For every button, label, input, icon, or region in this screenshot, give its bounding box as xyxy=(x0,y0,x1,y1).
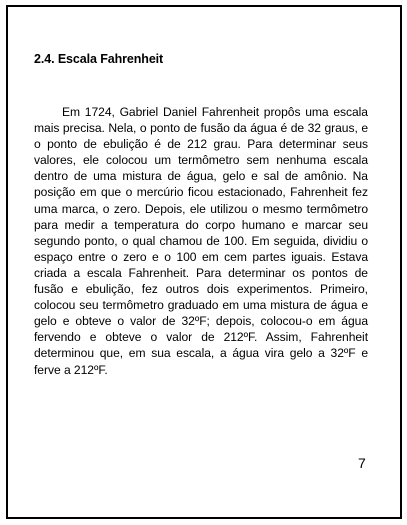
page-frame xyxy=(6,5,402,519)
section-heading: 2.4. Escala Fahrenheit xyxy=(34,52,164,66)
page-number: 7 xyxy=(358,455,366,471)
body-paragraph: Em 1724, Gabriel Daniel Fahrenheit propôs uma escala mais precisa. Nela, o ponto de fusão da água é de 32 graus, e o ponto de ebulição é de 212 grau. Para determinar seus valores, ele colocou um termômetro sem nenhuma escala dentro de uma mistura de água, gelo e sal de amônio. Na posição em que o mercúrio ficou estacionado, Fahrenheit fez uma marca, o zero. Depois, ele utilizou o mesmo termômetro para medir a temperatura do corpo humano e marcar seu segundo ponto, o qual chamou de 100. Em seguida, dividiu o espaço entre o zero e o 100 em cem partes iguais. Estava criada a escala Fahrenheit. Para determinar os pontos de fusão e ebulição, fez outros dois experimentos. Primeiro, colocou seu termômetro graduado em uma mistura de água e gelo e obteve o valor de 32ºF; depois, colocou-o em água fervendo e obteve o valor de 212ºF. Assim, Fahrenheit determinou que, em sua escala, a água vira gelo a 32ºF e ferve a 212ºF. xyxy=(34,105,368,377)
